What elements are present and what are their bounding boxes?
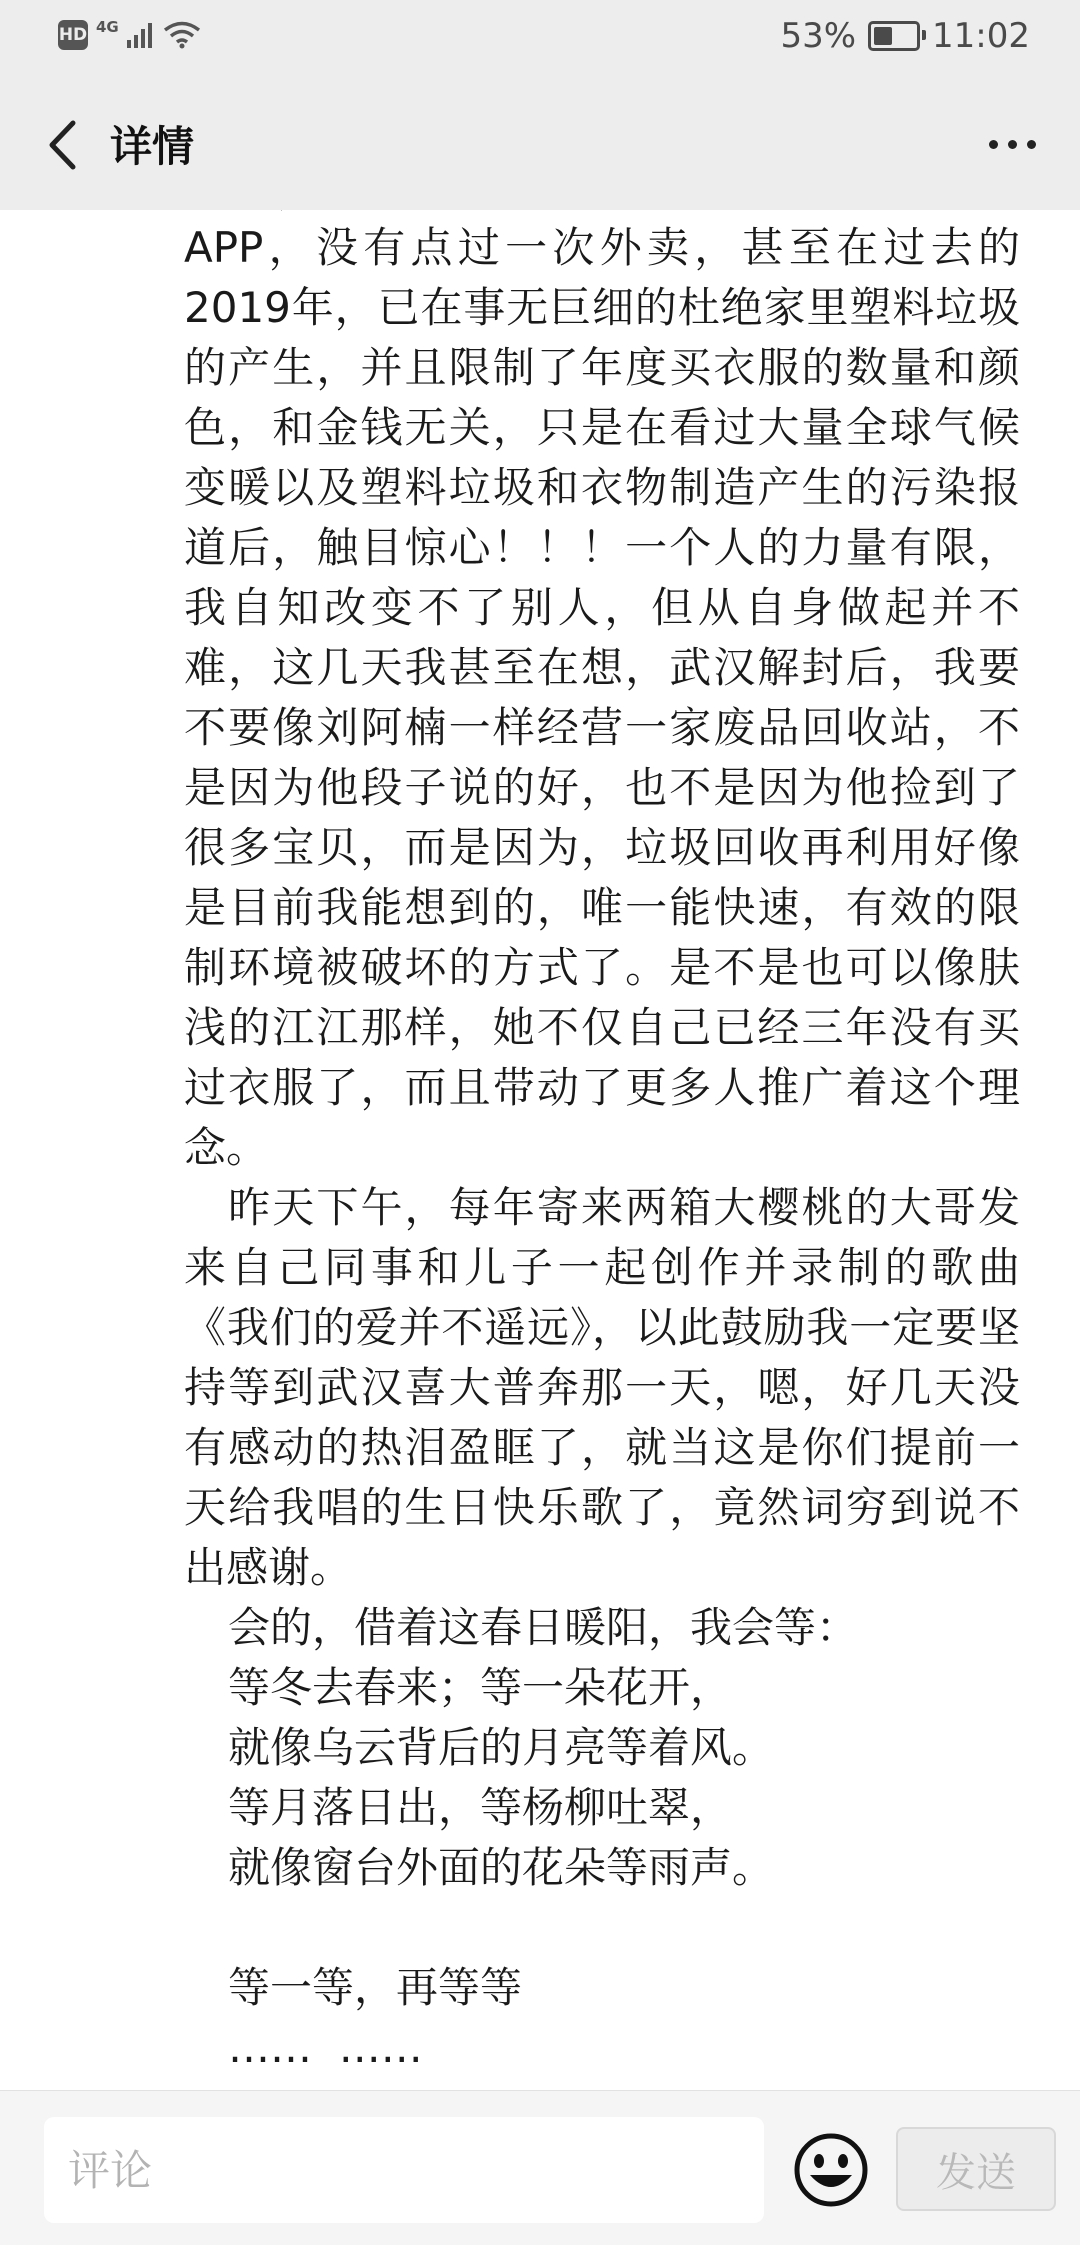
poem-line: 会的，借着这春日暖阳，我会等： — [228, 1603, 859, 1652]
network-type-label: 4G — [96, 18, 119, 36]
article-paragraph: 昨天下午，每年寄来两箱大樱桃的大哥发来自己同事和儿子一起创作并录制的歌曲《我们的爱并不遥远》，以此鼓励我一定要坚持等到武汉喜大普奔那一天，嗯，好几天没有感动的热泪盈眶了，就当这是你们提前一天给我唱的生日快乐歌了，竟然词穷到说不出感谢。 — [184, 1183, 1020, 1592]
top-bar — [0, 0, 1080, 210]
page-title: 详情 — [110, 122, 195, 171]
blank-line — [184, 1898, 1020, 1958]
closing-line: 等一等，再等等 — [228, 1963, 523, 2012]
status-bar — [0, 0, 1080, 80]
poem-line: 就像乌云背后的月亮等着风。 — [228, 1723, 775, 1772]
poem-line: 就像窗台外面的花朵等雨声。 — [228, 1843, 775, 1892]
more-options-button[interactable] — [972, 114, 1052, 174]
smiley-face-icon — [792, 2131, 870, 2209]
status-right — [780, 16, 1030, 56]
poem-line: 等冬去春来；等一朵花开， — [228, 1663, 733, 1712]
battery-level-fill — [874, 27, 892, 45]
more-dot — [1008, 140, 1017, 149]
emoji-button[interactable] — [792, 2131, 870, 2209]
more-dot — [1027, 140, 1036, 149]
article-scroll-area[interactable] — [0, 210, 1080, 2090]
nav-header — [0, 80, 1080, 210]
closing-ellipsis: …… …… — [228, 2023, 423, 2072]
poem-line: 等月落日出，等杨柳吐翠， — [228, 1783, 733, 1832]
comment-bar — [0, 2090, 1080, 2245]
battery-percent: 53% — [780, 16, 857, 56]
comment-input[interactable] — [44, 2117, 764, 2223]
clock: 11:02 — [932, 16, 1030, 56]
signal-icon — [127, 22, 155, 48]
article-paragraph: APP，没有点过一次外卖，甚至在过去的2019年，已在事无巨细的杜绝家里塑料垃圾的产生，并且限制了年度买衣服的数量和颜色，和金钱无关，只是在看过大量全球气候变暖以及塑料垃圾和衣物制造产生的污染报道后，触目惊心！！！一个人的力量有限，我自知改变不了别人，但从自身做起并不难，这几天我甚至在想，武汉解封后，我要不要像刘阿楠一样经营一家废品回收站，不是因为他段子说的好，也不是因为他捡到了很多宝贝，而是因为，垃圾回收再利用好像是目前我能想到的，唯一能快速，有效的限制环境被破坏的方式了。是不是也可以像肤浅的江江那样，她不仅自己已经三年没有买过衣服了，而且带动了更多人推广着这个理念。 — [184, 223, 1020, 1172]
wifi-icon — [163, 21, 201, 49]
back-button[interactable] — [32, 110, 92, 180]
send-button[interactable]: 发送 — [896, 2127, 1056, 2211]
status-left — [58, 20, 201, 50]
battery-icon — [868, 21, 920, 51]
more-dot — [989, 140, 998, 149]
chevron-left-icon — [47, 119, 77, 171]
hd-icon: HD — [58, 20, 88, 50]
article-body — [184, 158, 1020, 2078]
